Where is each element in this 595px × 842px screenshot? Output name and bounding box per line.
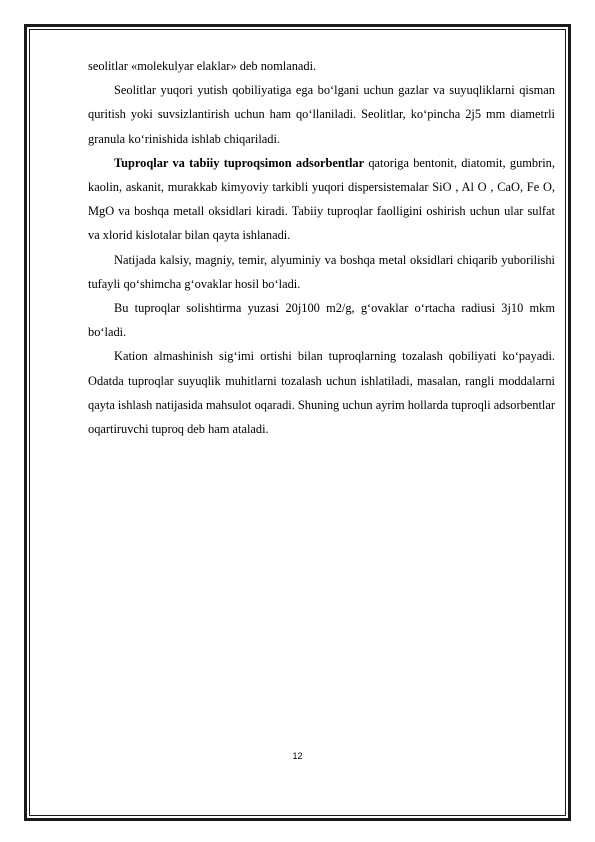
paragraph-6: Kation almashinish sig‘imi ortishi bilan tuproqlarning tozalash qobiliyati ko‘payadi. Odatda tuproqlar suyuqlik muhitlarni tozalash uchun ishlatiladi, masalan, rangli moddalarni qayta ishlash natijasida mahsulot oqaradi. Shuning uchun ayrim hollarda tuproqli adsorbentlar oqartiruvchi tuproq deb ham ataladi. — [88, 349, 555, 437]
paragraph-4: Natijada kalsiy, magniy, temir, alyuminiy va boshqa metal oksidlari chiqarib yuborilishi tufayli qo‘shimcha g‘ovaklar hosil bo‘ladi. — [88, 252, 555, 291]
paragraph-3-text: qatoriga bentonit, diatomit, gumbrin, kaolin, askanit, murakkab kimyoviy tarkibli yuqori dispersistemalar SiO , Al O , CaO, Fe O, MgO va boshqa metall oksidlari kiradi. Tabiiy tuproqlar faolligini oshirish uchun ular sulfat va xlorid kislotalar bilan qayta ishlanadi. — [88, 155, 555, 243]
paragraph-3-heading: Tuproqlar va tabiiy tuproqsimon adsorbentlar — [114, 155, 365, 170]
paragraph-2: Seolitlar yuqori yutish qobiliyatiga ega bo‘lgani uchun gazlar va suyuqliklarni qisman quritish yoki suvsizlantirish uchun ham qo‘llaniladi. Seolitlar, ko‘pincha 2j5 mm diametrli granula ko‘rinishida ishlab chiqariladi. — [88, 83, 555, 146]
page-number: 12 — [292, 751, 303, 761]
document-body — [88, 54, 555, 441]
paragraph-1: seolitlar «molekulyar elaklar» deb nomlanadi. — [88, 59, 317, 73]
paragraph-5: Bu tuproqlar solishtirma yuzasi 20j100 m2/g, g‘ovaklar o‘rtacha radiusi 3j10 mkm bo‘ladi. — [88, 301, 555, 340]
paragraph-3 — [88, 151, 555, 248]
